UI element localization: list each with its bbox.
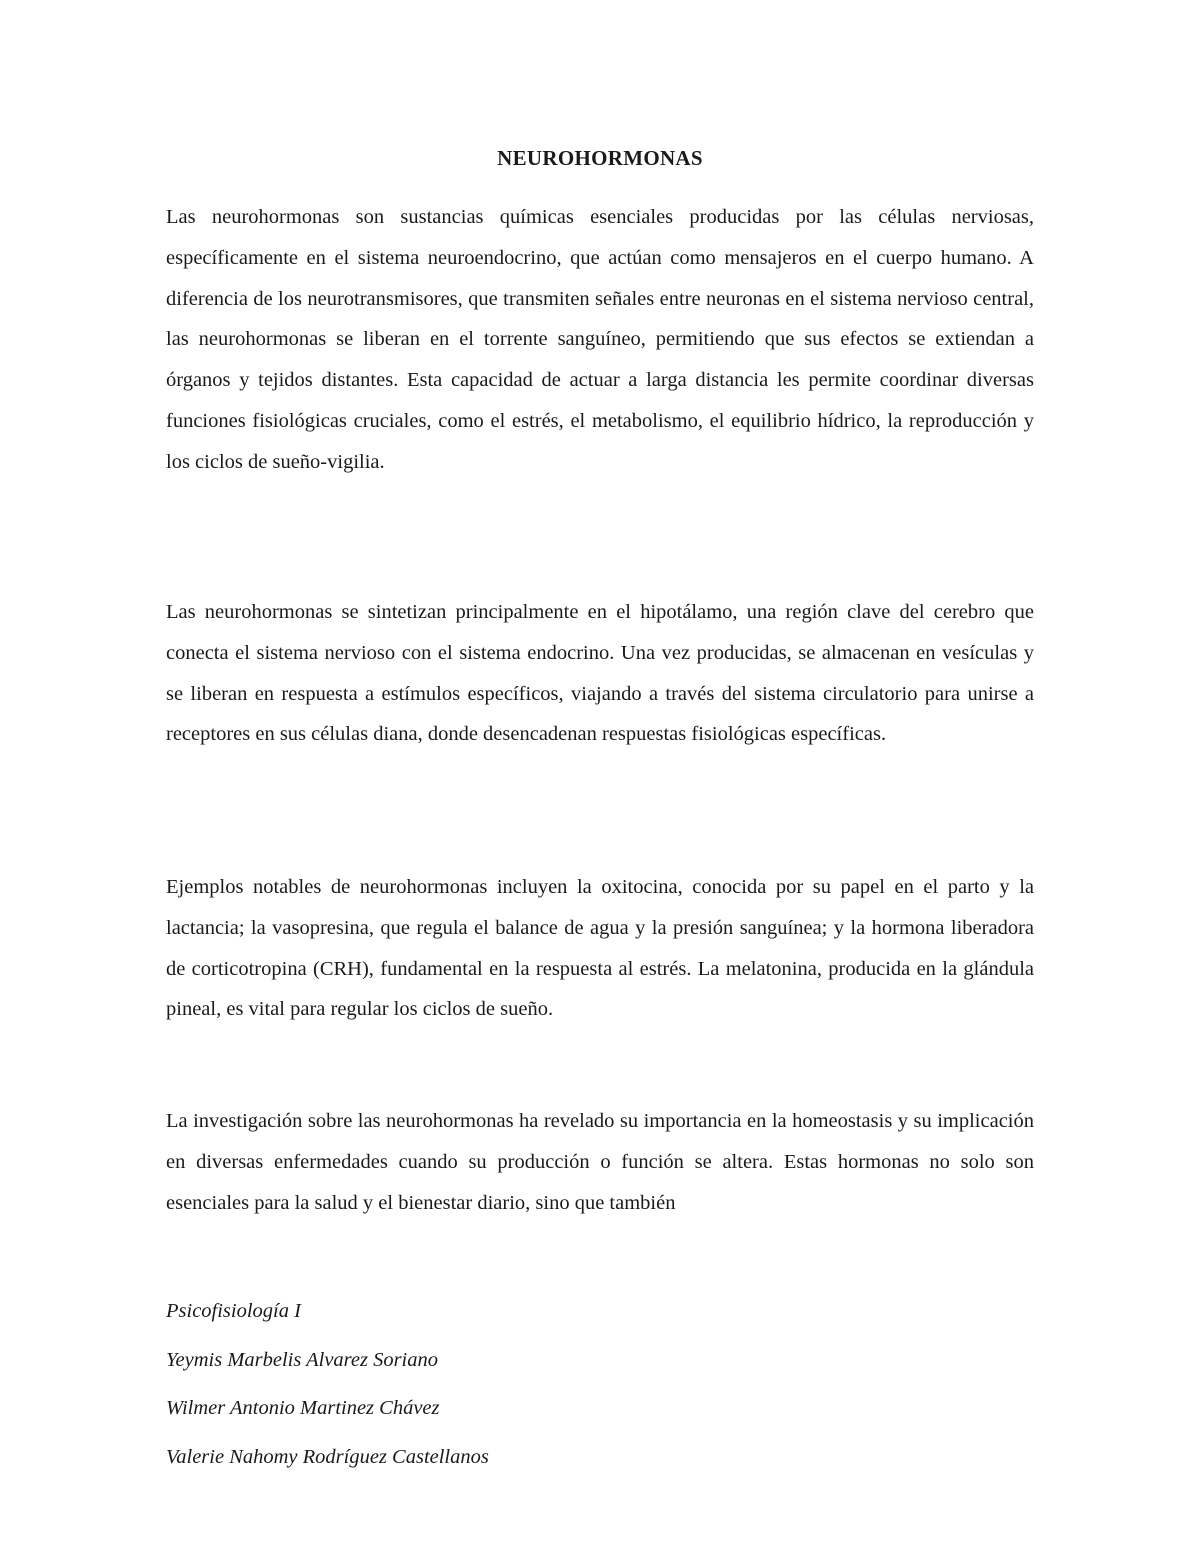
paragraph-3: Ejemplos notables de neurohormonas incluyen la oxitocina, conocida por su papel en el parto y la lactancia; la vasopresina, que regula el balance de agua y la presión sanguínea; y la hormona liberadora de corticotropina (CRH), fundamental en la respuesta al estrés. La melatonina, producida en la glándula pineal, es vital para regular los ciclos de sueño.	[166, 876, 1034, 1021]
course-name: Psicofisiología I	[166, 1300, 301, 1322]
paragraph-1: Las neurohormonas son sustancias químicas esenciales producidas por las células nerviosas, específicamente en el sistema neuroendocrino, que actúan como mensajeros en el cuerpo humano. A diferencia de los neurotransmisores, que transmiten señales entre neuronas en el sistema nervioso central, las neurohormonas se liberan en el torrente sanguíneo, permitiendo que sus efectos se extiendan a órganos y tejidos distantes. Esta capacidad de actuar a larga distancia les permite coordinar diversas funciones fisiológicas cruciales, como el estrés, el metabolismo, el equilibrio hídrico, la reproducción y los ciclos de sueño-vigilia.	[166, 206, 1034, 473]
credits-block	[166, 1287, 1034, 1481]
paragraph-4: La investigación sobre las neurohormonas ha revelado su importancia en la homeostasis y su implicación en diversas enfermedades cuando su producción o función se altera. Estas hormonas no solo son esenciales para la salud y el bienestar diario, sino que también	[166, 1110, 1034, 1214]
paragraph-2: Las neurohormonas se sintetizan principalmente en el hipotálamo, una región clave del cerebro que conecta el sistema nervioso con el sistema endocrino. Una vez producidas, se almacenan en vesículas y se liberan en respuesta a estímulos específicos, viajando a través del sistema circulatorio para unirse a receptores en sus células diana, donde desencadenan respuestas fisiológicas específicas.	[166, 601, 1034, 746]
author-name: Wilmer Antonio Martinez Chávez	[166, 1397, 440, 1419]
author-name: Valerie Nahomy Rodríguez Castellanos	[166, 1445, 489, 1468]
document-title: NEUROHORMONAS	[497, 146, 703, 170]
author-name: Yeymis Marbelis Alvarez Soriano	[166, 1348, 439, 1371]
